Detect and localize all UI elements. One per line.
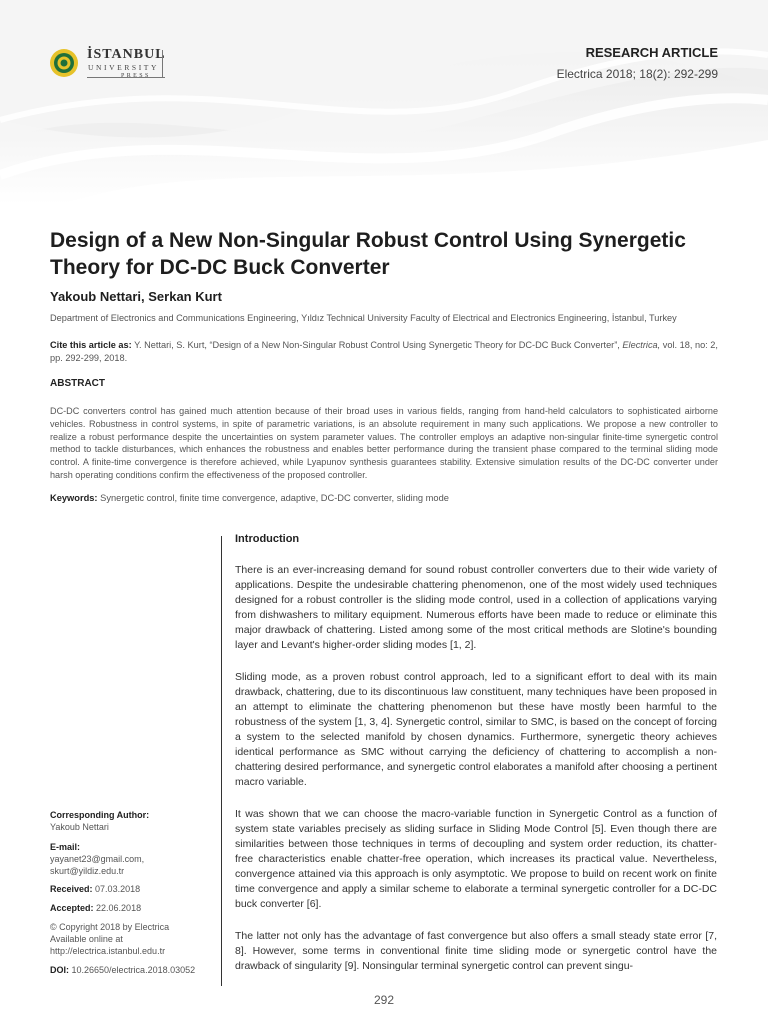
university-seal-icon [49, 48, 79, 78]
publisher-name-line3: PRESS [121, 73, 151, 79]
cite-details: vol. 18, no: 2, pp. 292-299, 2018. [50, 340, 718, 363]
doi [50, 964, 215, 976]
body-paragraph: The latter not only has the advantage of fast convergence but also offers a small steady state error [7, 8]. However, some terms in conventional finite time sliding mode or synergetic control have the drawback of singularity [9]. Nonsingular terminal synergetic control can prevent singu- [235, 930, 717, 972]
publisher-name-line1: İSTANBUL [87, 47, 166, 62]
received [50, 883, 215, 895]
affiliation: Department of Electronics and Communications Engineering, Yıldız Technical University Faculty of Electrical and Electronics Engineering, İstanbul, Turkey [50, 313, 677, 323]
cite-journal: Electrica, [622, 340, 661, 350]
copyright-block [50, 921, 215, 957]
accepted [50, 902, 215, 914]
keywords-label: Keywords: [50, 493, 98, 503]
email-block [50, 841, 215, 877]
doi-label: DOI: [50, 965, 69, 975]
keywords-text: Synergetic control, finite time convergence, adaptive, DC-DC converter, sliding mode [100, 493, 449, 503]
body-paragraph: Sliding mode, as a proven robust control approach, led to a significant effort to deal with its main drawback, chattering, due to its discontinuous law constituent, many techniques have been proposed in an attempt to eliminate the chattering phenomenon but these have mostly been harmful to the robustness of the system [1, 3, 4]. Synergetic control, similar to SMC, is based on the concept of forcing a system to the selected manifold by chosen dynamics. Furthermore, synergetic theory achieves identical performance as SMC without carrying the deficiency of chattering to accomplish a non-chattering desired performance, and synergetic control elaborates a manifold after choosing a pertinent macro variable. [235, 671, 717, 788]
corresponding-author [50, 809, 215, 833]
cite-this-article [50, 339, 720, 365]
authors: Yakoub Nettari, Serkan Kurt [50, 289, 222, 304]
header-background [0, 0, 768, 205]
corresponding-name: Yakoub Nettari [50, 822, 109, 832]
doi-value[interactable]: 10.26650/electrica.2018.03052 [71, 965, 196, 975]
accepted-date: 22.06.2018 [96, 903, 142, 913]
journal-citation: Electrica 2018; 18(2): 292-299 [556, 67, 718, 81]
available-online: Available online at [50, 934, 123, 944]
column-divider [221, 536, 222, 986]
accepted-label: Accepted: [50, 903, 94, 913]
logo-divider-vertical [162, 50, 163, 78]
article-title: Design of a New Non-Singular Robust Control Using Synergetic Theory for DC-DC Buck Converter [50, 229, 686, 279]
article-type: RESEARCH ARTICLE [585, 45, 718, 60]
received-label: Received: [50, 884, 93, 894]
abstract-text: DC-DC converters control has gained much attention because of their broad uses in various fields, ranging from hand-held calculators to sophisticated airborne vehicles. Robustness in control systems, in spite of parametric variations, is an absolute requirement in many such applications. We propose a new controller to realize a robust performance despite the uncertainties on system parameter values. The controller employs an adaptive non-singular finite-time synergetic control method to tackle disturbances, which enhances the robustness and enables better performance during the transient phase compared to the terminal sliding mode control. A finite-time convergence is therefore achieved, while Lyapunov synthesis guarantees stability. Extensive simulation results of the DC-DC converter under harsh operating conditions confirm the effectiveness of the proposed controller. [50, 406, 718, 480]
body-paragraph: It was shown that we can choose the macro-variable function in Synergetic Control as a function of system state variables precisely as sliding surface in Sliding Mode Control [5]. Even though there are similarities between those techniques in terms of decoupling and system order reduction, its chatter-free characteristics enable chatter-free operation, which increases its practical value. Nevertheless, convergence attained via this approach is only asymptotic. We propose to build on recent work on finite time convergence and apply a similar scheme to elaborate a terminal synergetic controller for a DC-DC buck converter [6]. [235, 808, 717, 910]
publisher-logo [49, 48, 165, 82]
page-number: 292 [373, 993, 395, 1007]
email-label: E-mail: [50, 842, 81, 852]
publisher-name-line2: UNIVERSITY [88, 63, 159, 72]
corresponding-label: Corresponding Author: [50, 810, 150, 820]
journal-url[interactable]: http://electrica.istanbul.edu.tr [50, 946, 166, 956]
section-heading-introduction: Introduction [235, 533, 300, 545]
cite-label: Cite this article as: [50, 340, 132, 350]
cite-text: Y. Nettari, S. Kurt, “Design of a New Non-Singular Robust Control Using Synergetic Theory for DC-DC Buck Converter”, [134, 340, 620, 350]
keywords [50, 493, 449, 503]
copyright: © Copyright 2018 by Electrica [50, 922, 170, 932]
email-1: yayanet23@gmail.com, [50, 854, 145, 864]
abstract-heading: ABSTRACT [50, 378, 105, 389]
email-2: skurt@yildiz.edu.tr [50, 866, 125, 876]
body-paragraph: There is an ever-increasing demand for sound robust controller converters due to their wide variety of applications. Despite the undesirable chattering phenomenon, one of the most widely used techniques designed for a robust controller is the sliding mode control, used in a collection of applications varying from dishwashers to military equipment. Numerous efforts have been made to reduce or eliminate this major drawback of chattering. Listed among some of the most critical methods are Slotine's bounding layer and Levant's higher-order sliding modes [1, 2]. [235, 564, 717, 651]
received-date: 07.03.2018 [95, 884, 141, 894]
